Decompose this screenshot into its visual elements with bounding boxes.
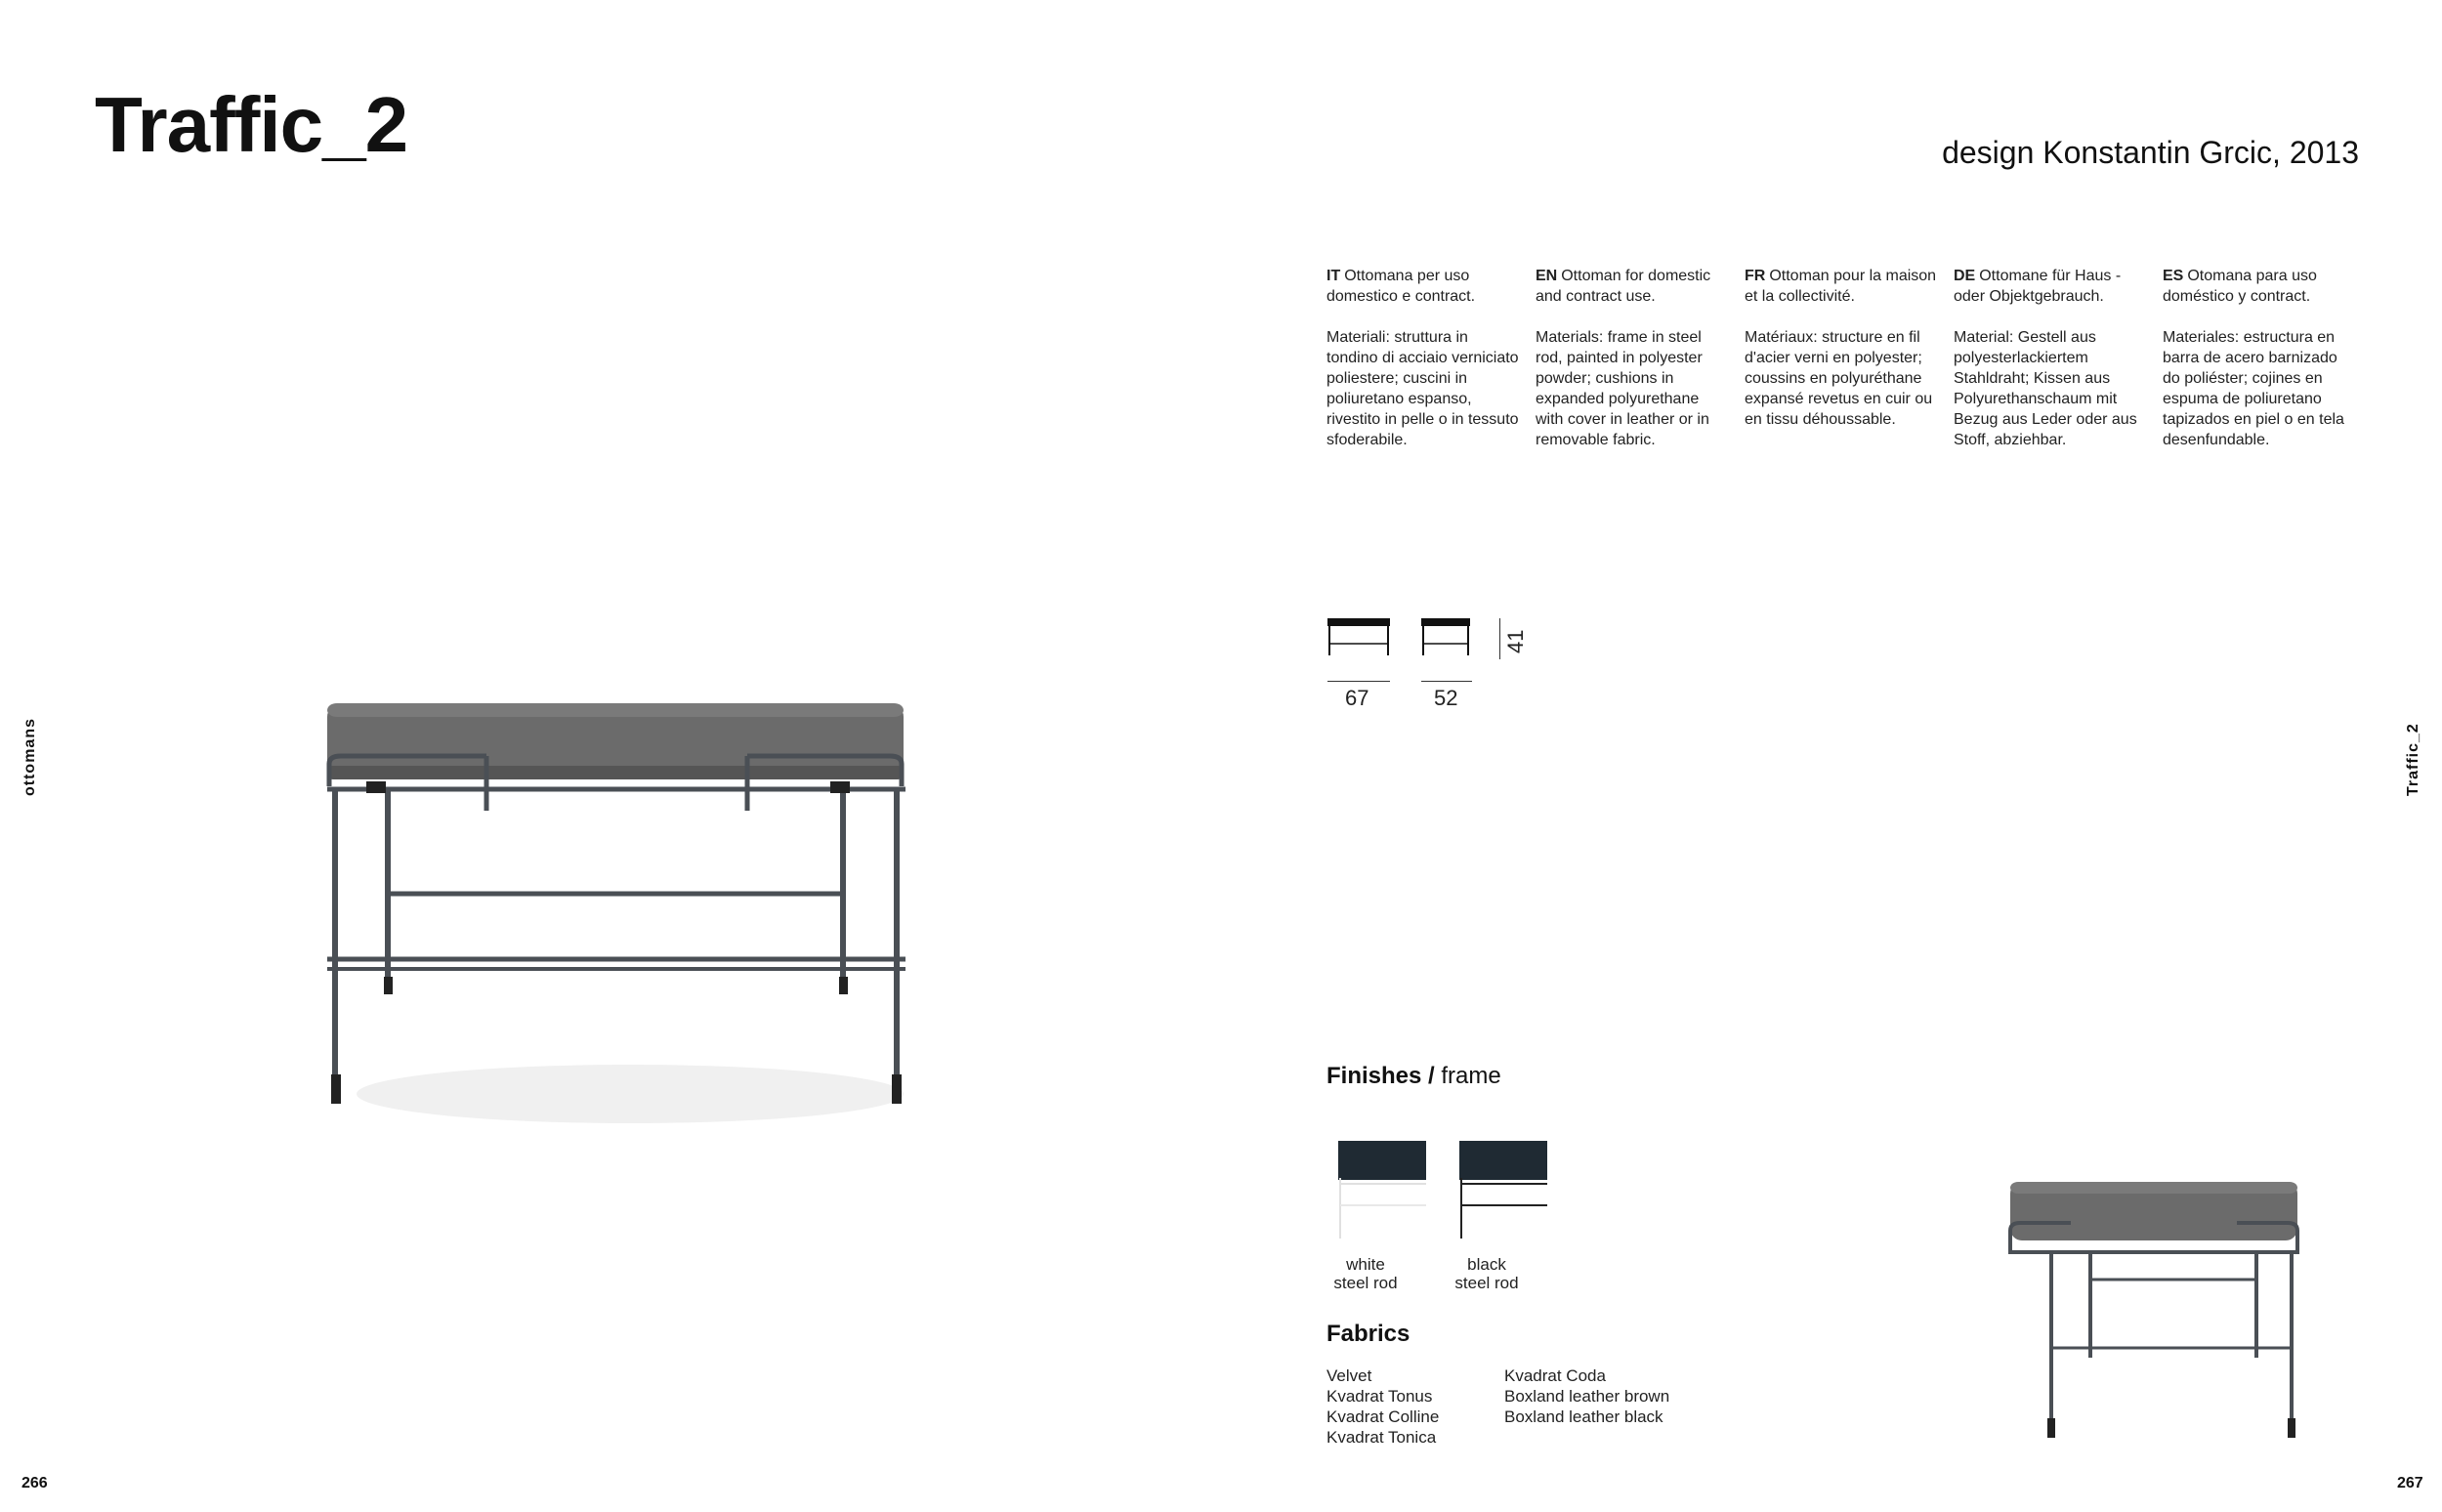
fabric-item: Velvet <box>1326 1366 1372 1385</box>
finishes-heading <box>1326 1063 1501 1090</box>
lead-text: Ottomana per uso domestico e contract. <box>1326 268 1476 305</box>
description-es <box>2163 266 2358 450</box>
depth-value: 52 <box>1434 686 1458 710</box>
description-en <box>1536 266 1731 450</box>
ottoman-main-photo <box>308 684 952 1123</box>
depth-line <box>1421 681 1472 682</box>
finish-label-line2: steel rod <box>1333 1274 1398 1292</box>
side-view-icon <box>1417 610 1476 659</box>
finish-label-line2: steel rod <box>1454 1274 1519 1292</box>
finish-label-line1: black <box>1467 1255 1506 1274</box>
finish-label-black <box>1433 1255 1540 1292</box>
lang-code: EN <box>1536 268 1558 284</box>
fabric-item: Kvadrat Tonus <box>1326 1387 1433 1406</box>
fabrics-list-1 <box>1326 1365 1439 1448</box>
lang-code: DE <box>1954 268 1976 284</box>
materials-text: Materiali: struttura in tondino di acciaio verniciato poliestere; cuscini in poliuretano espanso, rivestito in pelle o in tessuto sfoderabile. <box>1326 329 1519 448</box>
finish-label-white <box>1312 1255 1419 1292</box>
description-fr <box>1745 266 1940 430</box>
fabric-item: Boxland leather black <box>1504 1407 1663 1426</box>
designer-credit: design Konstantin Grcic, 2013 <box>1942 135 2359 170</box>
materials-text: Materials: frame in steel rod, painted in polyester powder; cushions in expanded polyurethane with cover in leather or in removable fabric. <box>1536 329 1709 448</box>
page-number-left: 266 <box>21 1475 48 1491</box>
lead-text: Ottoman pour la maison et la collectivité. <box>1745 268 1937 305</box>
lead-text: Ottoman for domestic and contract use. <box>1536 268 1711 305</box>
materials-text: Materiales: estructura en barra de acero barnizado do poliéster; cojines en espuma de poliuretano tapizados en piel o en tela desenfundable. <box>2163 329 2344 448</box>
section-label-right: Traffic_2 <box>2405 723 2421 796</box>
fabric-item: Kvadrat Coda <box>1504 1366 1606 1385</box>
materials-text: Material: Gestell aus polyesterlackiertem Stahldraht; Kissen aus Polyurethanschaum mit Bezug aus Leder oder aus Stoff, abziehbar. <box>1954 329 2137 448</box>
lead-text: Ottomane für Haus - oder Objektgebrauch. <box>1954 268 2122 305</box>
finish-label-line1: white <box>1346 1255 1385 1274</box>
finishes-subtitle: frame <box>1441 1063 1501 1089</box>
ottoman-detail-photo <box>1993 1162 2315 1455</box>
fabrics-heading: Fabrics <box>1326 1321 1410 1347</box>
materials-text: Matériaux: structure en fil d'acier verni en polyester; coussins en polyuréthane expansé revetus en cuir ou en tissu déhoussable. <box>1745 329 1933 428</box>
description-de <box>1954 266 2149 450</box>
finish-swatch-black <box>1457 1141 1547 1240</box>
fabric-item: Boxland leather brown <box>1504 1387 1670 1406</box>
width-value: 67 <box>1345 686 1369 710</box>
fabrics-list-2 <box>1504 1365 1669 1427</box>
height-value: 41 <box>1503 629 1528 653</box>
lang-code: FR <box>1745 268 1766 284</box>
dimension-diagrams <box>1324 610 1558 718</box>
lang-code: ES <box>2163 268 2184 284</box>
section-label-left: ottomans <box>21 718 38 796</box>
finishes-title: Finishes / <box>1326 1063 1435 1089</box>
description-it <box>1326 266 1522 450</box>
width-line <box>1327 681 1390 682</box>
description-columns <box>1326 266 2372 461</box>
lead-text: Otomana para uso doméstico y contract. <box>2163 268 2317 305</box>
page-title: Traffic_2 <box>95 81 408 168</box>
fabric-item: Kvadrat Tonica <box>1326 1428 1437 1447</box>
lang-code: IT <box>1326 268 1341 284</box>
finish-swatch-white <box>1336 1141 1426 1240</box>
front-view-icon <box>1324 610 1402 659</box>
page-number-right: 267 <box>2397 1475 2423 1491</box>
fabric-item: Kvadrat Colline <box>1326 1407 1440 1426</box>
height-line <box>1499 618 1500 659</box>
